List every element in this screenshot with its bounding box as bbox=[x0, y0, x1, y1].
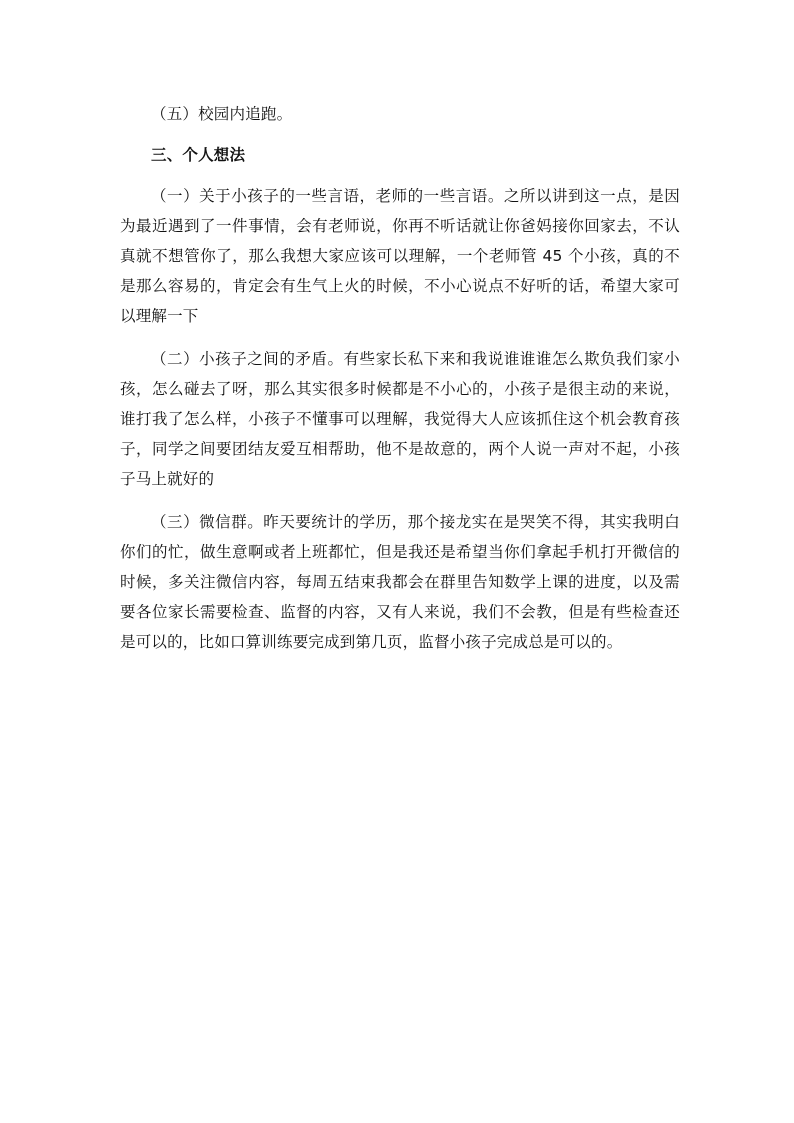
paragraph-item-two: （二）小孩子之间的矛盾。有些家长私下来和我说谁谁谁怎么欺负我们家小孩，怎么碰去了呀，那么其实很多时候都是不小心的，小孩子是很主动的来说，谁打我了怎么样，小孩子不懂事可以理解，我觉得大人应该抓住这个机会教育孩子，同学之间要团结友爱互相帮助，他不是故意的，两个人说一声对不起，小孩子马上就好的 bbox=[120, 350, 680, 488]
section-heading-personal-thoughts: 三、个人想法 bbox=[151, 146, 246, 164]
document-body bbox=[120, 99, 680, 657]
paragraph-item-five: （五）校园内追跑。 bbox=[151, 105, 293, 123]
paragraph-item-three: （三）微信群。昨天要统计的学历，那个接龙实在是哭笑不得，其实我明白你们的忙，做生意啊或者上班都忙，但是我还是希望当你们拿起手机打开微信的时候，多关注微信内容，每周五结束我都会在群里告知数学上课的进度，以及需要各位家长需要检查、监督的内容，又有人来说，我们不会教，但是有些检查还是可以的，比如口算训练要完成到第几页，监督小孩子完成总是可以的。 bbox=[120, 513, 680, 651]
paragraph-item-one: （一）关于小孩子的一些言语，老师的一些言语。之所以讲到这一点，是因为最近遇到了一件事情，会有老师说，你再不听话就让你爸妈接你回家去，不认真就不想管你了，那么我想大家应该可以理解，一个老师管 45 个小孩，真的不是那么容易的，肯定会有生气上火的时候，不小心说点不好听的话，希望大家可以理解一下 bbox=[120, 187, 680, 325]
